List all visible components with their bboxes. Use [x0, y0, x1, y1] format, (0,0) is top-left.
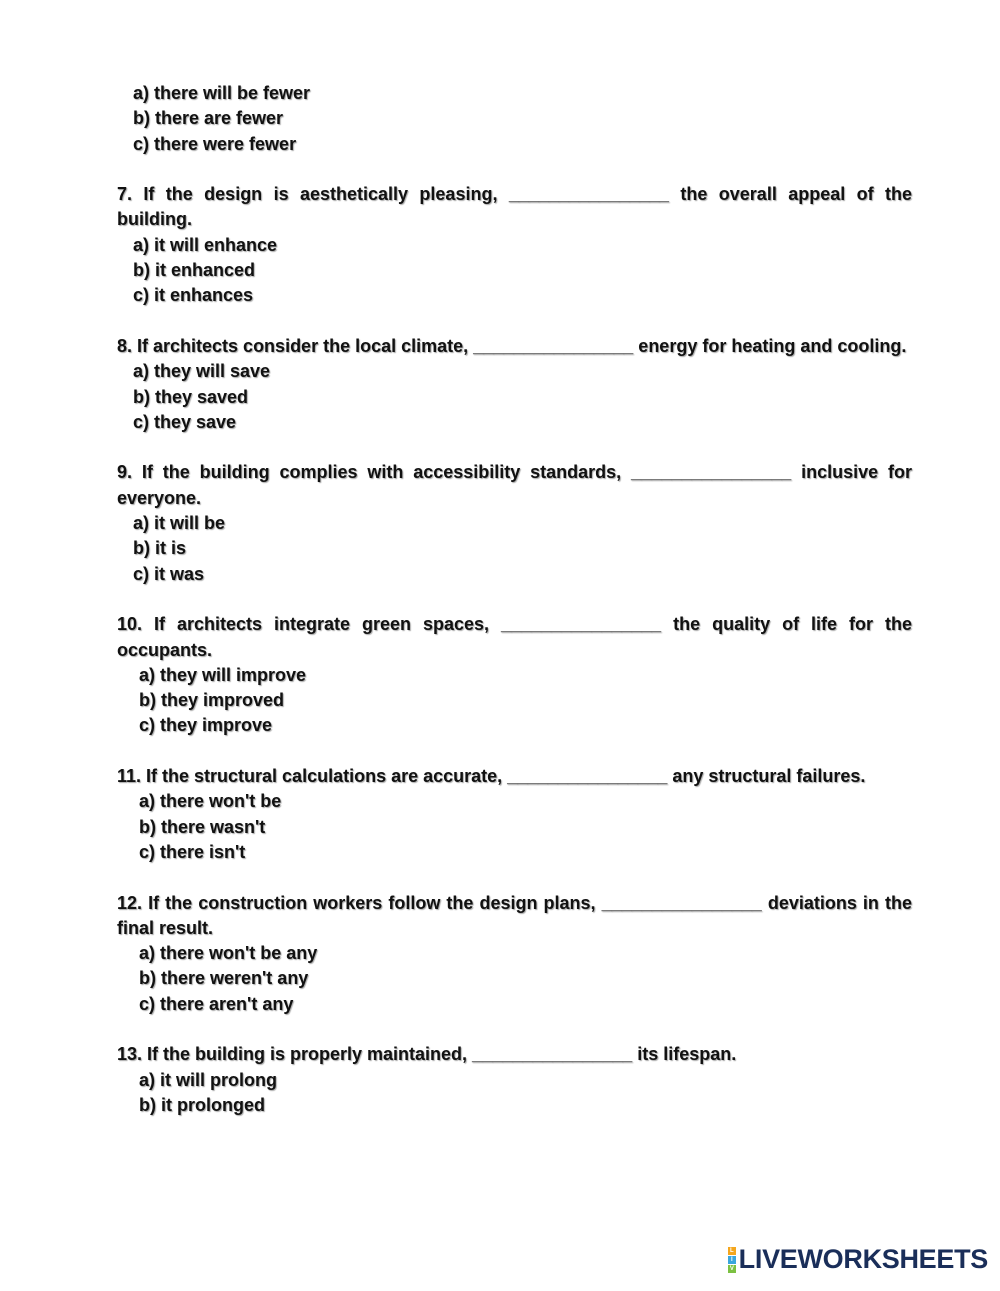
question-12 — [117, 891, 912, 1017]
question-8 — [117, 334, 912, 435]
option: b) there weren't any — [139, 968, 309, 989]
logo-blocks-icon: L I V — [728, 1247, 736, 1273]
option: a) there will be fewer — [133, 83, 311, 103]
option: a) it will enhance — [133, 234, 278, 255]
option: b) there wasn't — [139, 816, 266, 837]
question-stem: 8. If architects consider the local climate, ________________ energy for heating and cooling. — [117, 335, 907, 356]
option: b) it prolonged — [139, 1094, 265, 1115]
question-9 — [117, 460, 912, 586]
question-7 — [117, 182, 912, 308]
option: a) it will prolong — [139, 1069, 277, 1090]
option: c) there were fewer — [133, 133, 297, 154]
option: c) they save — [133, 411, 237, 432]
option: c) there isn't — [139, 841, 246, 862]
liveworksheets-logo — [728, 1244, 988, 1275]
question-stem: 12. If the construction workers follow the design plans, ________________ deviations in the final result. — [117, 892, 912, 938]
option: a) they will save — [133, 361, 271, 382]
question-13 — [117, 1042, 912, 1118]
option: a) there won't be any — [139, 943, 318, 964]
question-11 — [117, 764, 912, 865]
option: b) there are fewer — [133, 108, 284, 129]
option: c) it enhances — [133, 285, 254, 306]
option: b) they saved — [133, 386, 249, 407]
option: b) it is — [133, 538, 186, 559]
option: b) it enhanced — [133, 260, 256, 281]
option: b) they improved — [139, 690, 285, 711]
option: a) they will improve — [139, 664, 307, 685]
option: c) they improve — [139, 715, 273, 736]
question-stem: 13. If the building is properly maintained, ________________ its lifespan. — [117, 1044, 737, 1065]
question-10 — [117, 612, 912, 738]
option: a) there won't be — [139, 791, 282, 812]
question-stem: 11. If the structural calculations are accurate, ________________ any structural failures. — [117, 766, 866, 787]
question-6-options — [117, 81, 912, 157]
question-stem: 7. If the design is aesthetically pleasing, ________________ the overall appeal of the building. — [117, 184, 912, 230]
option: c) there aren't any — [139, 993, 294, 1014]
question-stem: 9. If the building complies with accessibility standards, ________________ inclusive for everyone. — [117, 462, 912, 508]
logo-text: LIVEWORKSHEETS — [738, 1244, 988, 1274]
option: c) it was — [133, 563, 205, 584]
option: a) it will be — [133, 513, 226, 534]
question-stem: 10. If architects integrate green spaces, ________________ the quality of life for the occupants. — [117, 614, 912, 660]
worksheet — [117, 81, 912, 1118]
